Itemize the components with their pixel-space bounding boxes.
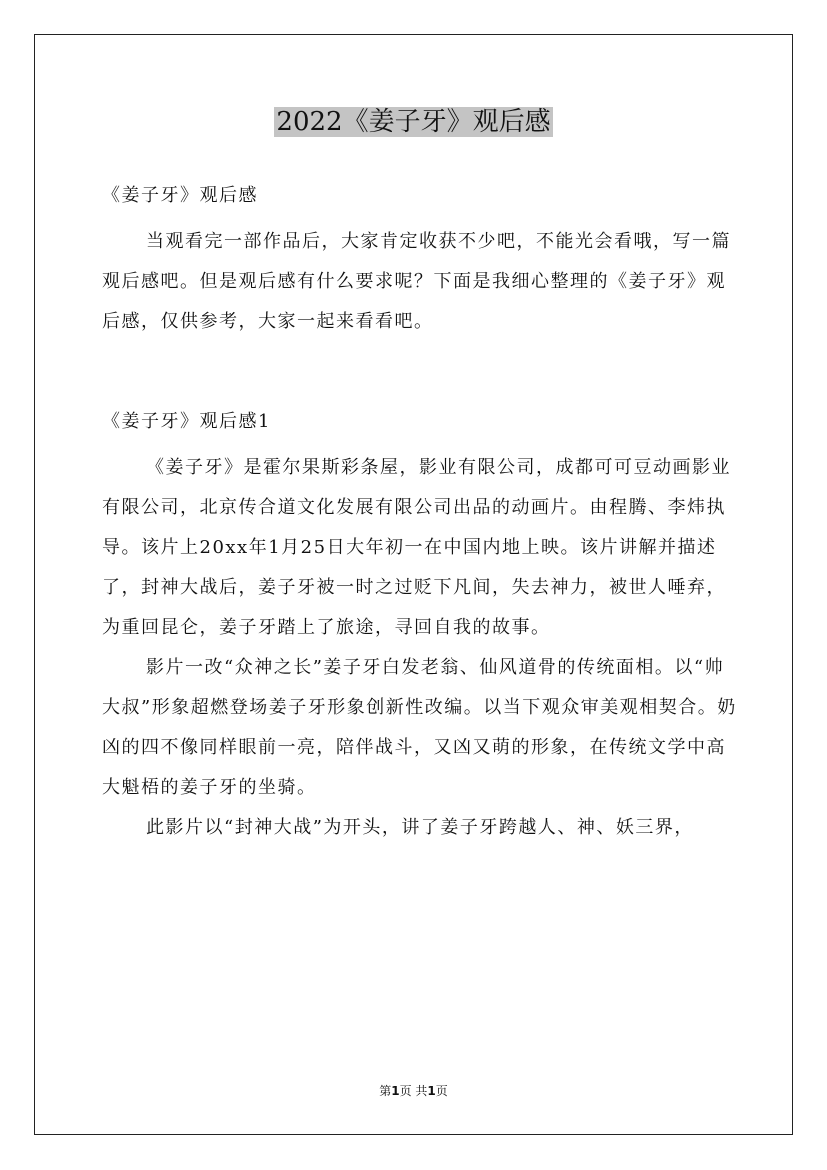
page-suffix: 页: [435, 1084, 448, 1098]
page-current: 1: [391, 1084, 400, 1098]
intro-paragraph: 当观看完一部作品后，大家肯定收获不少吧，不能光会看哦，写一篇观后感吧。但是观后感有什么要求呢？下面是我细心整理的《姜子牙》观后感，仅供参考，大家一起来看看吧。: [102, 231, 731, 332]
document-body: [102, 176, 742, 848]
body-paragraph-3: 此影片以“封神大战”为开头，讲了姜子牙跨越人、神、妖三界，: [146, 817, 694, 838]
page-total: 1: [427, 1084, 436, 1098]
page-mid: 页 共: [399, 1084, 428, 1098]
document-title-text: 2022《姜子牙》观后感: [276, 107, 551, 137]
page-footer: [0, 1082, 827, 1099]
document-title: [0, 98, 827, 146]
page-prefix: 第: [379, 1084, 392, 1098]
section-heading: 《姜子牙》观后感1: [102, 411, 271, 432]
body-paragraph-1: 《姜子牙》是霍尔果斯彩条屋，影业有限公司，成都可可豆动画影业有限公司，北京传合道文化发展有限公司出品的动画片。由程腾、李炜执导。该片上20xx年1月25日大年初一在中国内地上映。该片讲解并描述了，封神大战后，姜子牙被一时之过贬下凡间，失去神力，被世人唾弃，为重回昆仑，姜子牙踏上了旅途，寻回自我的故事。: [102, 457, 731, 638]
body-paragraph-2: 影片一改“众神之长”姜子牙白发老翁、仙风道骨的传统面相。以“帅大叔”形象超燃登场姜子牙形象创新性改编。以当下观众审美观相契合。奶凶的四不像同样眼前一亮，陪伴战斗，又凶又萌的形象，在传统文学中高大魁梧的姜子牙的坐骑。: [102, 657, 737, 798]
subtitle: 《姜子牙》观后感: [102, 185, 258, 206]
